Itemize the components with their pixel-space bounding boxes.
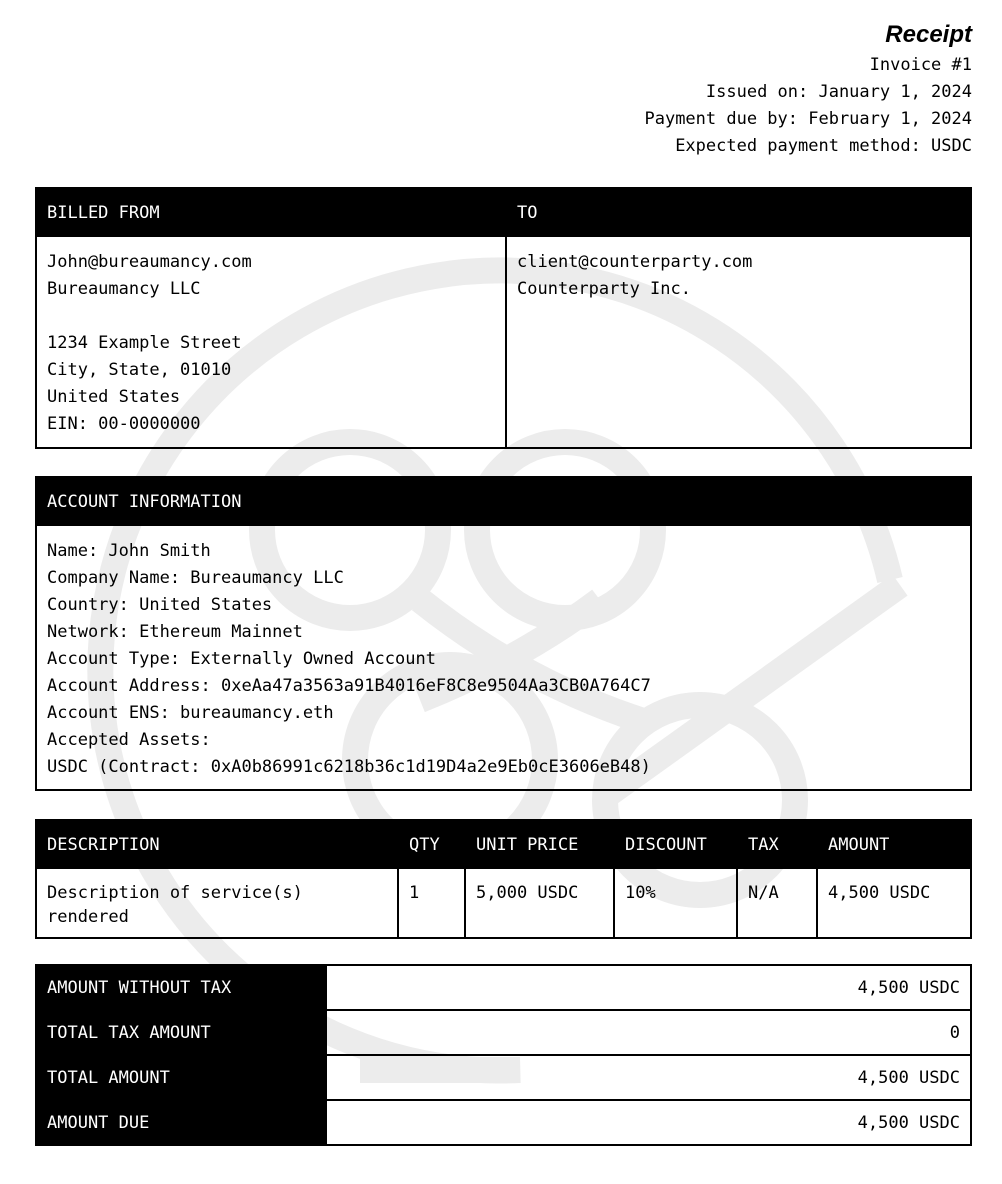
billed-to-header: TO [506,188,971,236]
total-amount-label: TOTAL AMOUNT [36,1055,326,1100]
billed-from-header: BILLED FROM [36,188,506,236]
total-row [36,965,971,1010]
total-tax-label: TOTAL TAX AMOUNT [36,1010,326,1055]
account-line: Account Type: Externally Owned Account [47,649,436,669]
billed-to-cell [506,236,971,448]
invoice-number: Invoice #1 [869,55,972,75]
billing-table [35,187,972,449]
amount-without-tax-label: AMOUNT WITHOUT TAX [36,965,326,1010]
col-description: DESCRIPTION [36,820,398,868]
totals-table [35,964,972,1146]
account-cell [36,525,971,790]
from-ein: EIN: 00-0000000 [47,414,201,434]
account-header: ACCOUNT INFORMATION [36,477,971,525]
account-line: USDC (Contract: 0xA0b86991c6218b36c1d19D4a2e9Eb0cE3606eB48) [47,757,651,777]
item-description: Description of service(s) rendered [36,868,398,938]
amount-without-tax-value: 4,500 USDC [326,965,971,1010]
from-email: John@bureaumancy.com [47,252,252,272]
item-unit-price: 5,000 USDC [465,868,614,938]
item-qty: 1 [398,868,465,938]
item-tax: N/A [737,868,817,938]
from-company: Bureaumancy LLC [47,279,201,299]
payment-method: Expected payment method: USDC [675,136,972,156]
total-row [36,1010,971,1055]
issued-date: Issued on: January 1, 2024 [705,82,972,102]
account-line: Account Address: 0xeAa47a3563a91B4016eF8C8e9504Aa3CB0A764C7 [47,676,651,696]
account-line: Company Name: Bureaumancy LLC [47,568,344,588]
from-city: City, State, 01010 [47,360,232,380]
from-street: 1234 Example Street [47,333,242,353]
item-discount: 10% [614,868,737,938]
to-email: client@counterparty.com [517,252,753,272]
col-tax: TAX [737,820,817,868]
col-discount: DISCOUNT [614,820,737,868]
total-row [36,1055,971,1100]
col-unit-price: UNIT PRICE [465,820,614,868]
amount-due-label: AMOUNT DUE [36,1100,326,1145]
billed-from-cell [36,236,506,448]
account-line: Network: Ethereum Mainnet [47,622,303,642]
col-amount: AMOUNT [817,820,971,868]
total-amount-value: 4,500 USDC [326,1055,971,1100]
receipt-header [644,18,972,160]
total-row [36,1100,971,1145]
item-amount: 4,500 USDC [817,868,971,938]
account-line: Country: United States [47,595,273,615]
account-table [35,476,972,791]
receipt-title: Receipt [885,21,972,48]
table-row [36,868,971,938]
due-date: Payment due by: February 1, 2024 [644,109,972,129]
line-items-table [35,819,972,939]
to-company: Counterparty Inc. [517,279,691,299]
account-line: Accepted Assets: [47,730,211,750]
account-line: Name: John Smith [47,541,211,561]
amount-due-value: 4,500 USDC [326,1100,971,1145]
account-line: Account ENS: bureaumancy.eth [47,703,334,723]
total-tax-value: 0 [326,1010,971,1055]
from-country: United States [47,387,181,407]
col-qty: QTY [398,820,465,868]
